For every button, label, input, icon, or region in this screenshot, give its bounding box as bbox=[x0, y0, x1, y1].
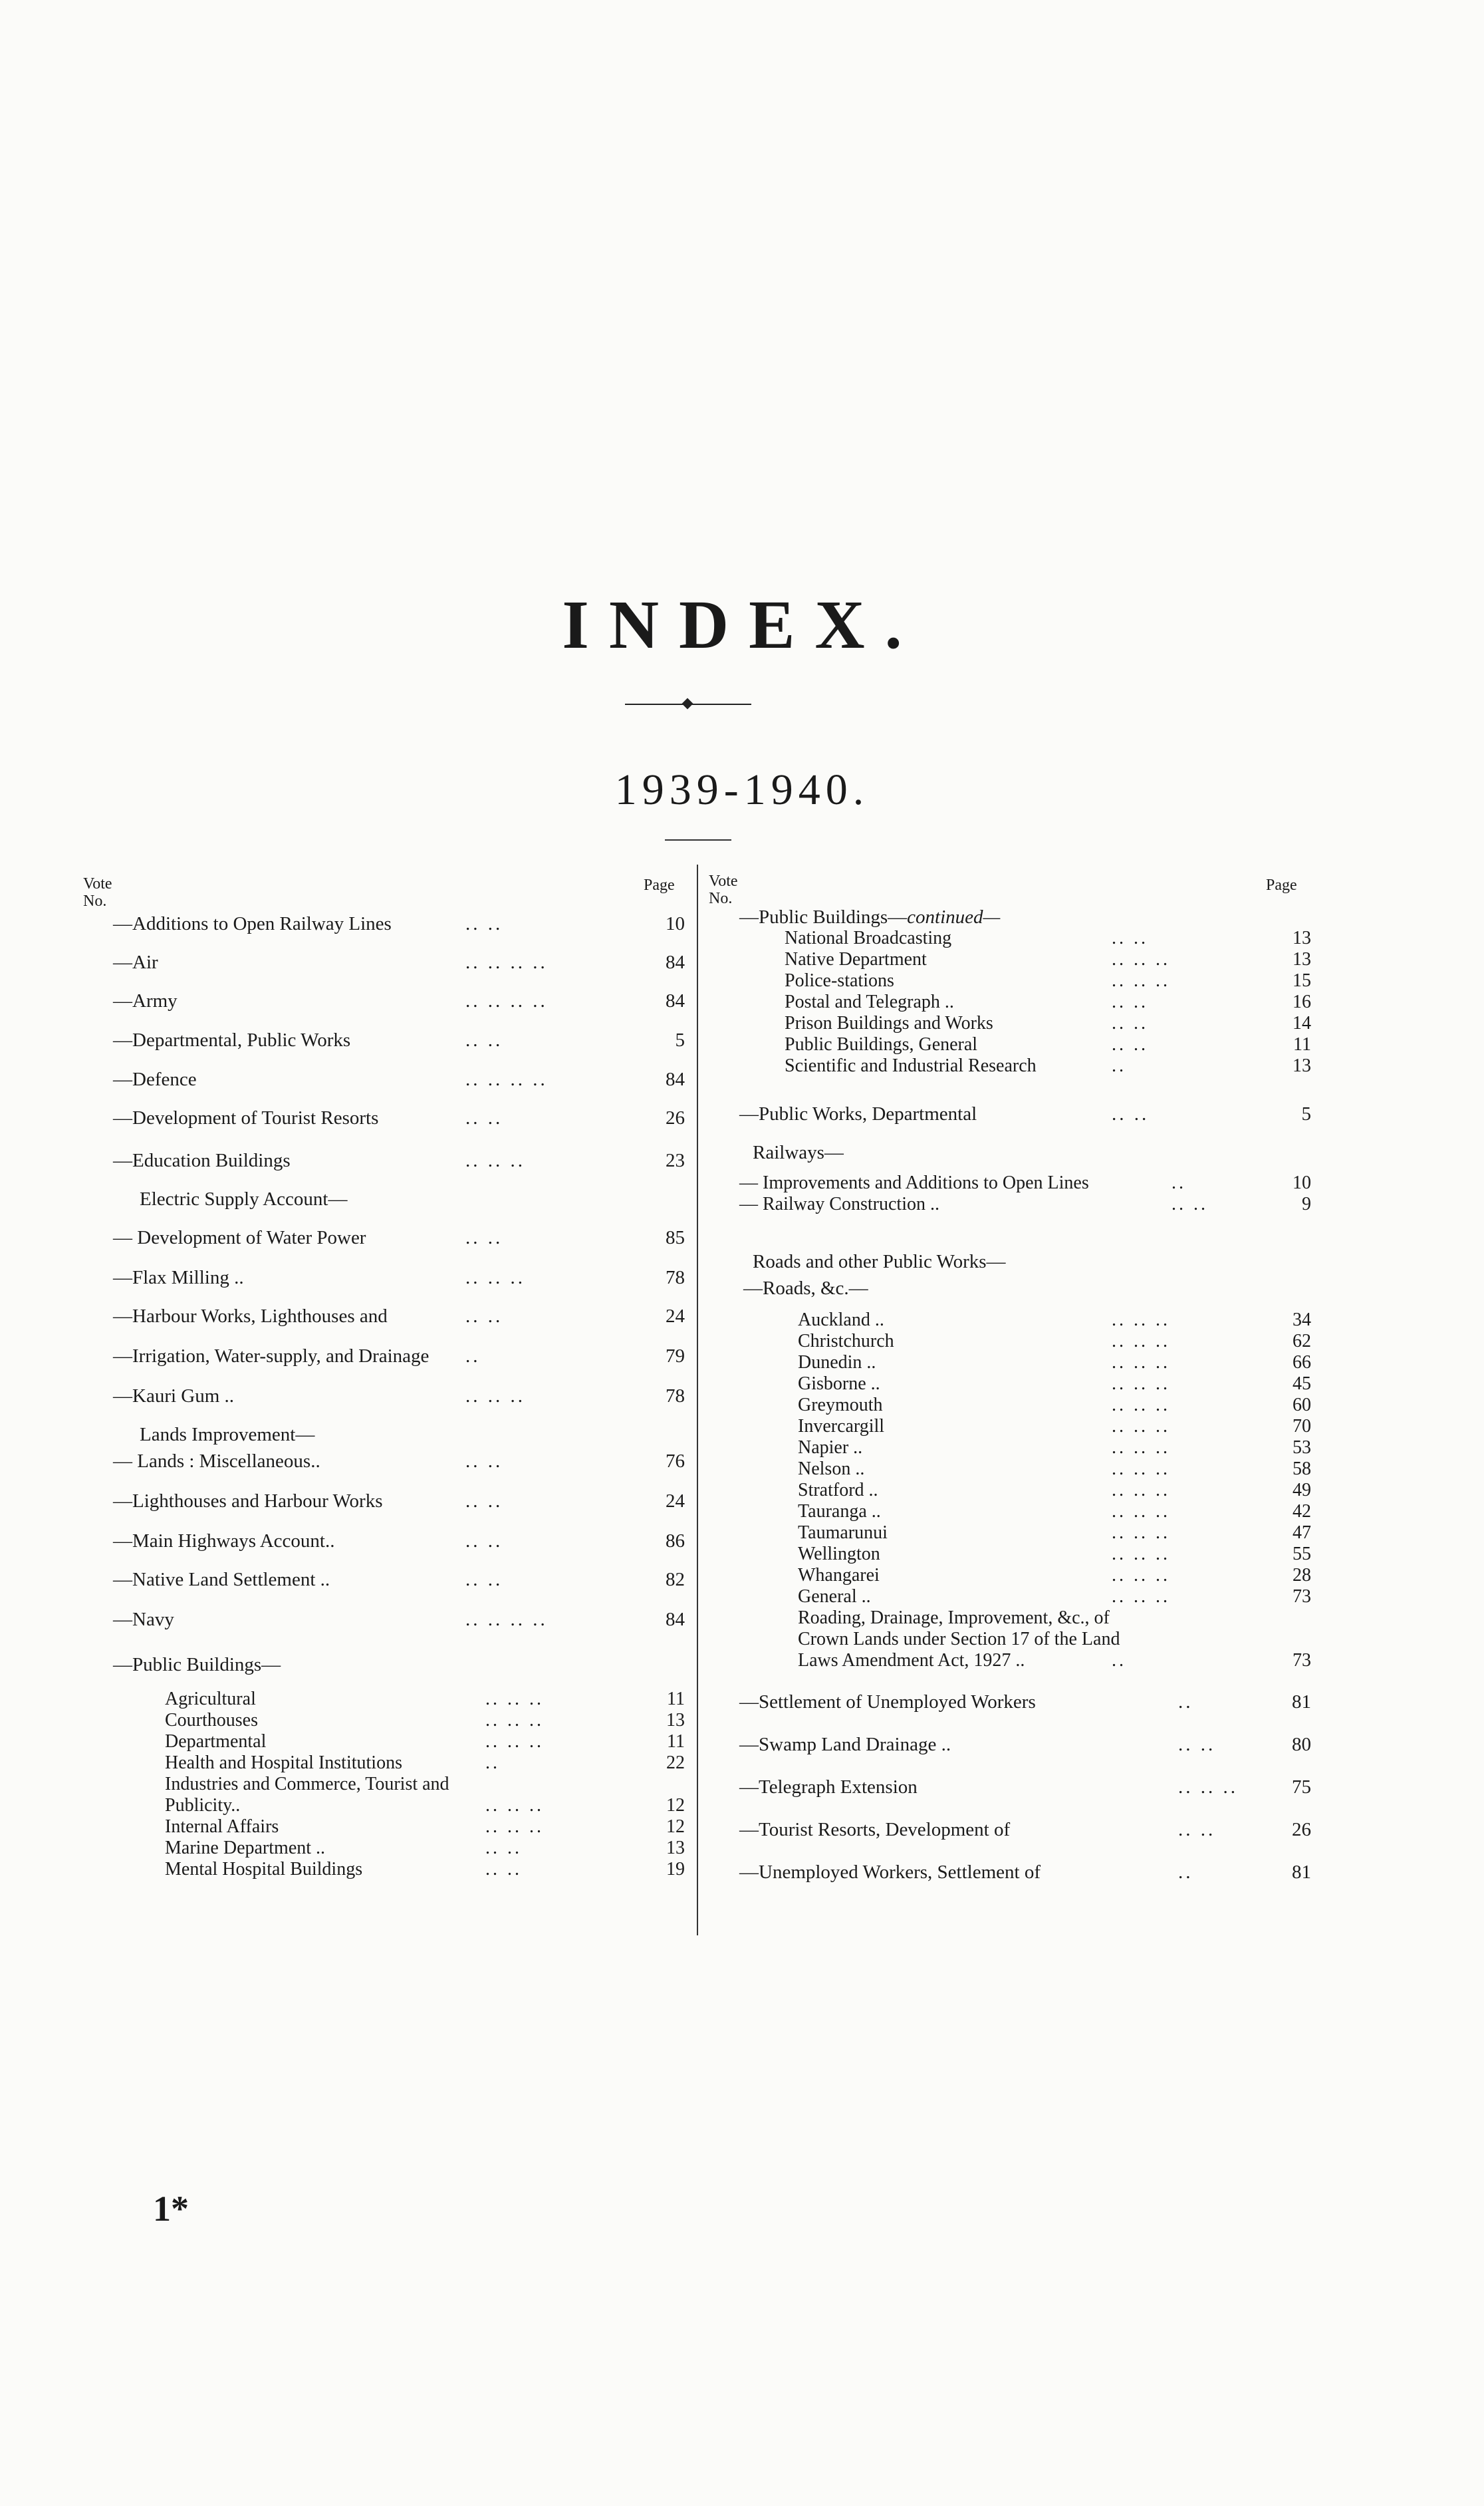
entry-leader-dots: .. .. .. bbox=[1178, 1776, 1238, 1798]
index-entry bbox=[739, 927, 1311, 950]
index-entry bbox=[739, 1437, 1311, 1459]
entry-page-number: 78 bbox=[666, 1385, 685, 1407]
index-entry bbox=[739, 1309, 1311, 1331]
entry-page-number: 78 bbox=[666, 1267, 685, 1288]
left-vote-header: Vote No. bbox=[83, 875, 112, 910]
entry-label: —Unemployed Workers, Settlement of bbox=[739, 1862, 1041, 1883]
entry-page-number: 13 bbox=[666, 1838, 685, 1858]
entry-label: —Development of Tourist Resorts bbox=[113, 1107, 379, 1129]
index-entry bbox=[739, 1055, 1311, 1077]
entry-leader-dots: .. .. bbox=[465, 1569, 503, 1590]
entry-label: —Telegraph Extension bbox=[739, 1776, 918, 1798]
entry-leader-dots: .. .. .. bbox=[465, 1150, 525, 1171]
entry-page-number: 24 bbox=[666, 1490, 685, 1512]
entry-page-number: 62 bbox=[1293, 1331, 1311, 1351]
index-entry bbox=[113, 1068, 685, 1091]
entry-page-number: 81 bbox=[1292, 1862, 1311, 1883]
entry-leader-dots: .. .. .. bbox=[1112, 1416, 1170, 1437]
entry-leader-dots: .. .. .. bbox=[1112, 1437, 1170, 1458]
entry-label: Prison Buildings and Works bbox=[785, 1013, 993, 1034]
entry-label: —Defence bbox=[113, 1069, 197, 1090]
entry-leader-dots: .. .. .. bbox=[1112, 1352, 1170, 1373]
entry-label: Mental Hospital Buildings bbox=[165, 1859, 363, 1880]
entry-label: —Irrigation, Water-supply, and Drainage bbox=[113, 1345, 430, 1367]
entry-page-number: 19 bbox=[666, 1859, 685, 1880]
entry-leader-dots: .. .. .. bbox=[1112, 1373, 1170, 1394]
entry-leader-dots: .. .. .. bbox=[1112, 1565, 1170, 1586]
entry-label: Roading, Drainage, Improvement, &c., of bbox=[798, 1607, 1110, 1628]
entry-label: Christchurch bbox=[798, 1331, 894, 1351]
entry-leader-dots: .. .. .. .. bbox=[465, 952, 548, 973]
index-entry bbox=[113, 1188, 685, 1210]
entry-leader-dots: .. .. .. bbox=[1112, 949, 1170, 970]
entry-leader-dots: .. .. .. bbox=[1112, 1395, 1170, 1415]
entry-page-number: 58 bbox=[1293, 1459, 1311, 1479]
entry-leader-dots: .. .. .. bbox=[485, 1731, 544, 1752]
entry-leader-dots: .. bbox=[1172, 1173, 1186, 1193]
entry-leader-dots: .. .. bbox=[465, 1030, 503, 1051]
left-page-header: Page bbox=[644, 877, 675, 894]
index-entry bbox=[739, 1522, 1311, 1544]
entry-page-number: 11 bbox=[667, 1689, 685, 1709]
entry-label: Greymouth bbox=[798, 1395, 883, 1415]
entry-label: Industries and Commerce, Tourist and bbox=[165, 1774, 449, 1794]
entry-page-number: 47 bbox=[1293, 1522, 1311, 1543]
entry-label: Invercargill bbox=[798, 1416, 885, 1437]
entry-page-number: 15 bbox=[1293, 970, 1311, 991]
continued-marker: continued— bbox=[907, 906, 1001, 928]
index-entry bbox=[113, 1794, 685, 1817]
entry-label: —Settlement of Unemployed Workers bbox=[739, 1691, 1036, 1713]
entry-leader-dots: .. .. .. bbox=[485, 1689, 544, 1709]
entry-label: Scientific and Industrial Research bbox=[785, 1055, 1037, 1076]
entry-page-number: 34 bbox=[1293, 1310, 1311, 1330]
entry-page-number: 84 bbox=[666, 990, 685, 1012]
rule-ornament bbox=[682, 698, 693, 710]
entry-page-number: 45 bbox=[1293, 1373, 1311, 1394]
entry-leader-dots: .. .. .. bbox=[465, 1267, 525, 1288]
entry-label: Police-stations bbox=[785, 970, 894, 991]
entry-label: Agricultural bbox=[165, 1689, 256, 1709]
entry-label bbox=[739, 906, 1000, 928]
entry-leader-dots: .. .. bbox=[1178, 1819, 1216, 1840]
index-entry bbox=[113, 1490, 685, 1512]
index-entry bbox=[739, 1500, 1311, 1523]
index-entry bbox=[113, 1773, 685, 1796]
entry-leader-dots: .. .. .. bbox=[485, 1795, 544, 1816]
entry-label: —Main Highways Account.. bbox=[113, 1530, 335, 1552]
entry-leader-dots: .. .. bbox=[1112, 1013, 1148, 1034]
entry-page-number: 81 bbox=[1292, 1691, 1311, 1713]
entry-label: Whangarei bbox=[798, 1565, 880, 1586]
entry-leader-dots: .. .. bbox=[465, 1107, 503, 1129]
index-entry bbox=[113, 1149, 685, 1172]
entry-page-number: 14 bbox=[1293, 1013, 1311, 1034]
index-entry bbox=[113, 1816, 685, 1838]
index-entry bbox=[739, 1373, 1311, 1395]
entry-page-number: 13 bbox=[1293, 949, 1311, 970]
entry-label: —Flax Milling .. bbox=[113, 1267, 244, 1288]
entry-page-number: 53 bbox=[1293, 1437, 1311, 1458]
entry-label: —Lighthouses and Harbour Works bbox=[113, 1490, 383, 1512]
index-entry bbox=[739, 1586, 1311, 1608]
entry-leader-dots: .. .. bbox=[485, 1838, 522, 1858]
index-entry bbox=[113, 1345, 685, 1367]
entry-page-number: 42 bbox=[1293, 1501, 1311, 1522]
entry-label: Native Department bbox=[785, 949, 927, 970]
index-entry bbox=[739, 991, 1311, 1014]
index-entry bbox=[739, 1564, 1311, 1587]
index-entry bbox=[739, 1628, 1311, 1651]
index-entry bbox=[113, 1568, 685, 1591]
section-heading: Roads and other Public Works— bbox=[753, 1251, 1006, 1272]
entry-leader-dots: .. .. bbox=[465, 1490, 503, 1512]
entry-label: —Kauri Gum .. bbox=[113, 1385, 235, 1407]
entry-leader-dots: .. .. .. bbox=[1112, 1501, 1170, 1522]
entry-label: Taumarunui bbox=[798, 1522, 888, 1543]
index-entry bbox=[739, 1607, 1311, 1629]
index-entry bbox=[739, 1172, 1311, 1194]
index-entry bbox=[739, 1012, 1311, 1035]
entry-leader-dots: .. .. bbox=[485, 1859, 522, 1880]
entry-leader-dots: .. .. .. bbox=[485, 1816, 544, 1837]
index-entry bbox=[113, 912, 685, 935]
entry-leader-dots: .. bbox=[465, 1345, 481, 1367]
entry-label: — Improvements and Additions to Open Lines bbox=[739, 1173, 1089, 1193]
entry-label: Postal and Telegraph .. bbox=[785, 992, 954, 1012]
index-entry bbox=[113, 1450, 685, 1472]
entry-page-number: 70 bbox=[1293, 1416, 1311, 1437]
index-entry bbox=[739, 1193, 1311, 1216]
entry-label: —Additions to Open Railway Lines bbox=[113, 913, 392, 934]
entry-label: Electric Supply Account— bbox=[140, 1188, 348, 1210]
entry-leader-dots: .. .. .. bbox=[1112, 1522, 1170, 1543]
index-entry bbox=[113, 1688, 685, 1711]
entry-label: Publicity.. bbox=[165, 1795, 241, 1816]
column-divider bbox=[697, 865, 698, 1935]
entry-page-number: 9 bbox=[1302, 1194, 1311, 1214]
entry-label: —Navy bbox=[113, 1609, 174, 1630]
entry-label: General .. bbox=[798, 1586, 871, 1607]
entry-label: —Public Works, Departmental bbox=[739, 1103, 977, 1125]
page-folio: 1* bbox=[153, 2189, 189, 2229]
right-vote-header: Vote No. bbox=[709, 873, 738, 907]
entry-page-number: 49 bbox=[1293, 1480, 1311, 1500]
entry-leader-dots: .. .. .. bbox=[1112, 1459, 1170, 1479]
section-heading: —Roads, &c.— bbox=[743, 1278, 868, 1299]
entry-page-number: 22 bbox=[666, 1752, 685, 1773]
entry-label: Lands Improvement— bbox=[140, 1424, 315, 1445]
entry-page-number: 11 bbox=[667, 1731, 685, 1752]
entry-page-number: 26 bbox=[1292, 1819, 1311, 1840]
index-entry bbox=[739, 1415, 1311, 1438]
entry-label: — Lands : Miscellaneous.. bbox=[113, 1451, 320, 1472]
entry-label: —Army bbox=[113, 990, 178, 1012]
entry-label: —Public Buildings— bbox=[113, 1654, 281, 1675]
entry-leader-dots: .. bbox=[1178, 1691, 1193, 1713]
entry-label: Laws Amendment Act, 1927 .. bbox=[798, 1650, 1025, 1671]
year-heading: 1939-1940. bbox=[614, 766, 870, 814]
entry-page-number: 84 bbox=[666, 1069, 685, 1090]
entry-page-number: 79 bbox=[666, 1345, 685, 1367]
year-rule bbox=[665, 839, 731, 841]
entry-leader-dots: .. .. bbox=[1112, 992, 1148, 1012]
entry-page-number: 13 bbox=[1293, 928, 1311, 948]
entry-leader-dots: .. bbox=[1112, 1650, 1126, 1671]
entry-leader-dots: .. .. .. bbox=[1112, 1310, 1170, 1330]
entry-page-number: 24 bbox=[666, 1306, 685, 1327]
index-entry bbox=[113, 1029, 685, 1051]
index-entry bbox=[739, 1479, 1311, 1502]
entry-page-number: 28 bbox=[1293, 1565, 1311, 1586]
entry-page-number: 16 bbox=[1293, 992, 1311, 1012]
index-entry bbox=[113, 1305, 685, 1327]
entry-label: —Harbour Works, Lighthouses and bbox=[113, 1306, 388, 1327]
index-entry bbox=[739, 1034, 1311, 1056]
entry-leader-dots: .. .. .. .. bbox=[465, 990, 548, 1012]
entry-leader-dots: .. .. bbox=[465, 913, 503, 934]
entry-page-number: 76 bbox=[666, 1451, 685, 1472]
entry-label: Tauranga .. bbox=[798, 1501, 881, 1522]
entry-label: Nelson .. bbox=[798, 1459, 865, 1479]
index-entry bbox=[739, 1458, 1311, 1480]
entry-page-number: 5 bbox=[1301, 1103, 1311, 1125]
entry-page-number: 11 bbox=[1293, 1034, 1311, 1055]
entry-label: Auckland .. bbox=[798, 1310, 884, 1330]
index-entry bbox=[739, 1776, 1311, 1798]
entry-page-number: 23 bbox=[666, 1150, 685, 1171]
entry-page-number: 10 bbox=[666, 913, 685, 934]
entry-page-number: 66 bbox=[1293, 1352, 1311, 1373]
entry-leader-dots: .. .. .. .. bbox=[465, 1609, 548, 1630]
index-entry bbox=[739, 1818, 1311, 1841]
entry-leader-dots: .. bbox=[485, 1752, 500, 1773]
entry-label: Departmental bbox=[165, 1731, 267, 1752]
index-entry bbox=[113, 1423, 685, 1446]
entry-label: —Air bbox=[113, 952, 158, 973]
entry-label: —Tourist Resorts, Development of bbox=[739, 1819, 1011, 1840]
entry-leader-dots: .. .. bbox=[465, 1306, 503, 1327]
index-entry bbox=[113, 990, 685, 1012]
entry-page-number: 73 bbox=[1293, 1650, 1311, 1671]
entry-label: National Broadcasting bbox=[785, 928, 952, 948]
index-entry bbox=[739, 948, 1311, 971]
entry-label: Dunedin .. bbox=[798, 1352, 876, 1373]
entry-leader-dots: .. .. bbox=[1172, 1194, 1208, 1214]
entry-label: Public Buildings, General bbox=[785, 1034, 978, 1055]
entry-leader-dots: .. bbox=[1178, 1862, 1193, 1883]
index-entry bbox=[113, 951, 685, 974]
index-entry bbox=[739, 1351, 1311, 1374]
entry-leader-dots: .. .. .. bbox=[1112, 970, 1170, 991]
entry-page-number: 84 bbox=[666, 1609, 685, 1630]
index-entry bbox=[113, 1837, 685, 1860]
entry-leader-dots: .. .. bbox=[1178, 1734, 1216, 1755]
right-page-header: Page bbox=[1266, 877, 1297, 894]
entry-page-number: 86 bbox=[666, 1530, 685, 1552]
entry-page-number: 80 bbox=[1292, 1734, 1311, 1755]
entry-label: Gisborne .. bbox=[798, 1373, 880, 1394]
entry-label: —Education Buildings bbox=[113, 1150, 291, 1171]
entry-label: —Departmental, Public Works bbox=[113, 1030, 351, 1051]
index-entry bbox=[739, 1691, 1311, 1713]
entry-leader-dots: .. .. bbox=[465, 1227, 503, 1248]
entry-page-number: 60 bbox=[1293, 1395, 1311, 1415]
index-entry bbox=[739, 1141, 1311, 1164]
entry-label: Wellington bbox=[798, 1544, 880, 1564]
entry-leader-dots: .. .. .. bbox=[1112, 1586, 1170, 1607]
index-entry bbox=[739, 1103, 1311, 1125]
index-entry bbox=[739, 1394, 1311, 1417]
index-entry bbox=[739, 1543, 1311, 1566]
entry-page-number: 85 bbox=[666, 1227, 685, 1248]
entry-page-number: 12 bbox=[666, 1816, 685, 1837]
index-entry bbox=[113, 1226, 685, 1249]
index-entry bbox=[113, 1653, 685, 1676]
index-entry bbox=[113, 1608, 685, 1631]
entry-page-number: 55 bbox=[1293, 1544, 1311, 1564]
entry-page-number: 82 bbox=[666, 1569, 685, 1590]
entry-leader-dots: .. .. .. .. bbox=[465, 1069, 548, 1090]
index-title: INDEX. bbox=[562, 587, 922, 663]
entry-leader-dots: .. .. .. bbox=[1112, 1331, 1170, 1351]
entry-leader-dots: .. .. bbox=[1112, 1034, 1148, 1055]
entry-page-number: 75 bbox=[1292, 1776, 1311, 1798]
entry-leader-dots: .. .. bbox=[1112, 1103, 1150, 1125]
index-entry bbox=[113, 1752, 685, 1774]
entry-label-text: —Public Buildings— bbox=[739, 906, 908, 928]
entry-label: Railways— bbox=[753, 1142, 844, 1163]
entry-label: Crown Lands under Section 17 of the Land bbox=[798, 1629, 1120, 1649]
index-entry bbox=[113, 1530, 685, 1552]
index-entry bbox=[113, 1266, 685, 1289]
index-entry bbox=[739, 1649, 1311, 1672]
entry-page-number: 26 bbox=[666, 1107, 685, 1129]
entry-leader-dots: .. .. .. bbox=[1112, 1480, 1170, 1500]
index-entry bbox=[113, 1107, 685, 1129]
entry-page-number: 13 bbox=[1293, 1055, 1311, 1076]
index-entry bbox=[113, 1731, 685, 1753]
entry-label: Stratford .. bbox=[798, 1480, 878, 1500]
entry-leader-dots: .. .. bbox=[465, 1530, 503, 1552]
entry-label: Courthouses bbox=[165, 1710, 258, 1731]
entry-leader-dots: .. .. .. bbox=[465, 1385, 525, 1407]
index-entry bbox=[739, 1733, 1311, 1756]
index-entry bbox=[113, 1385, 685, 1407]
entry-page-number: 5 bbox=[675, 1030, 685, 1051]
entry-label: Napier .. bbox=[798, 1437, 863, 1458]
entry-label: Marine Department .. bbox=[165, 1838, 326, 1858]
index-entry bbox=[739, 970, 1311, 992]
entry-page-number: 84 bbox=[666, 952, 685, 973]
index-entry bbox=[739, 906, 1311, 928]
entry-label: — Development of Water Power bbox=[113, 1227, 366, 1248]
entry-label: Health and Hospital Institutions bbox=[165, 1752, 402, 1773]
entry-label: — Railway Construction .. bbox=[739, 1194, 939, 1214]
entry-page-number: 73 bbox=[1293, 1586, 1311, 1607]
entry-leader-dots: .. .. .. bbox=[1112, 1544, 1170, 1564]
index-entry bbox=[113, 1709, 685, 1732]
index-entry bbox=[739, 1861, 1311, 1883]
entry-label: —Native Land Settlement .. bbox=[113, 1569, 330, 1590]
index-entry bbox=[113, 1858, 685, 1881]
entry-page-number: 10 bbox=[1293, 1173, 1311, 1193]
entry-leader-dots: .. .. bbox=[1112, 928, 1148, 948]
entry-leader-dots: .. .. bbox=[465, 1451, 503, 1472]
entry-leader-dots: .. bbox=[1112, 1055, 1126, 1076]
entry-label: —Swamp Land Drainage .. bbox=[739, 1734, 951, 1755]
entry-label: Internal Affairs bbox=[165, 1816, 279, 1837]
entry-leader-dots: .. .. .. bbox=[485, 1710, 544, 1731]
entry-page-number: 12 bbox=[666, 1795, 685, 1816]
entry-page-number: 13 bbox=[666, 1710, 685, 1731]
index-entry bbox=[739, 1330, 1311, 1353]
